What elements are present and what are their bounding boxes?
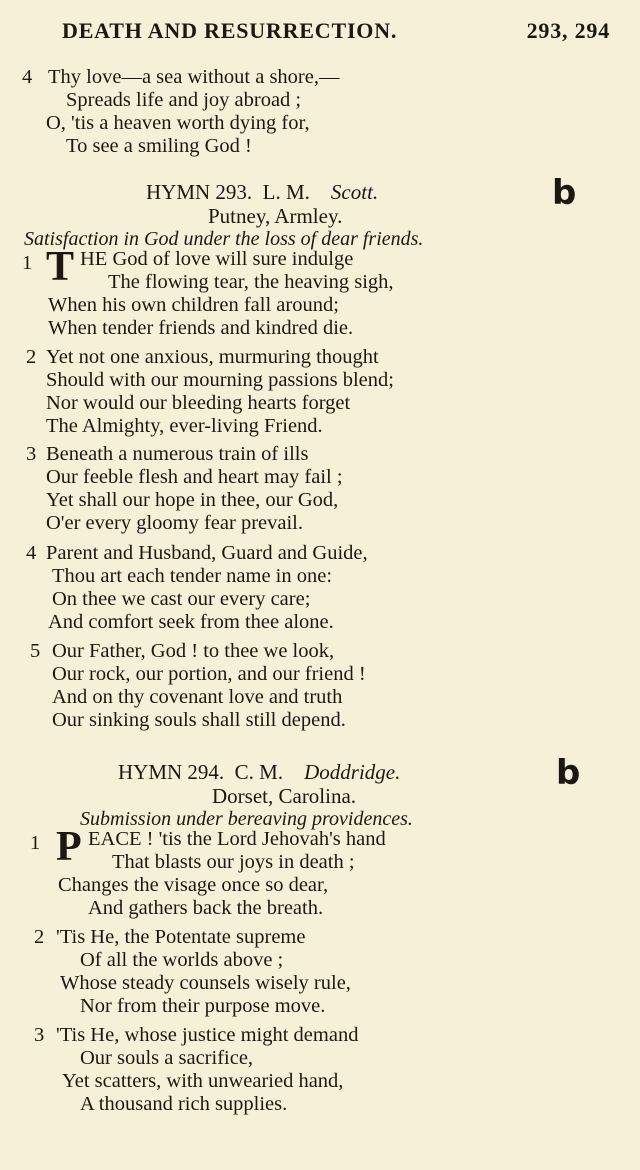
section-title: DEATH AND RESURRECTION.: [62, 18, 398, 43]
verse-line: Beneath a numerous train of ills: [46, 443, 309, 465]
verse-line: And gathers back the breath.: [88, 897, 324, 919]
verse-line: Our rock, our portion, and our friend !: [52, 663, 366, 685]
verse-line: Parent and Husband, Guard and Guide,: [46, 542, 368, 564]
verse-line: When his own children fall around;: [48, 294, 339, 316]
verse-line: When tender friends and kindred die.: [48, 317, 354, 339]
verse-line: That blasts our joys in death ;: [112, 851, 355, 873]
hymn-tunes: Putney, Armley.: [208, 204, 343, 228]
flat-mark-icon: b: [552, 173, 577, 213]
verse-line: Nor from their purpose move.: [80, 995, 326, 1017]
verse-line: EACE ! 'tis the Lord Jehovah's hand: [88, 828, 386, 850]
drop-cap: P: [56, 824, 82, 870]
verse-line: Whose steady counsels wisely rule,: [60, 972, 351, 994]
running-header: [62, 18, 610, 44]
stanza-number: 3: [26, 443, 37, 465]
verse-line: 'Tis He, whose justice might demand: [56, 1024, 359, 1046]
drop-cap: T: [46, 244, 75, 290]
verse-line: Should with our mourning passions blend;: [46, 369, 394, 391]
hymn-meter: C. M.: [234, 760, 284, 784]
flat-mark-icon: b: [556, 753, 581, 793]
verse-line: Yet not one anxious, murmuring thought: [46, 346, 379, 368]
verse-line: Nor would our bleeding hearts forget: [46, 392, 351, 414]
stanza-number: 1: [22, 252, 33, 274]
verse-line: Yet scatters, with unwearied hand,: [62, 1070, 344, 1092]
verse-line: The Almighty, ever-living Friend.: [46, 415, 323, 437]
verse-line: And on thy covenant love and truth: [52, 686, 343, 708]
hymn-meter: L. M.: [262, 180, 310, 204]
stanza-number: 5: [30, 640, 41, 662]
verse-line: Our feeble flesh and heart may fail ;: [46, 466, 343, 488]
stanza-number: 3: [34, 1024, 45, 1046]
verse-line: Of all the worlds above ;: [80, 949, 284, 971]
hymn-subject: Satisfaction in God under the loss of dear friends.: [24, 228, 424, 250]
verse-line: Thy love—a sea without a shore,—: [48, 66, 340, 88]
hymn-author: Scott.: [330, 180, 379, 204]
verse-line: Our souls a sacrifice,: [80, 1047, 254, 1069]
hymn-author: Doddridge.: [304, 760, 401, 784]
verse-line: O'er every gloomy fear prevail.: [46, 512, 303, 534]
verse-line: Yet shall our hope in thee, our God,: [46, 489, 339, 511]
verse-line: And comfort seek from thee alone.: [48, 611, 334, 633]
verse-line: Spreads life and joy abroad ;: [66, 89, 302, 111]
verse-line: On thee we cast our every care;: [52, 588, 311, 610]
stanza-number: 2: [26, 346, 37, 368]
stanza-number: 4: [22, 66, 33, 88]
verse-line: O, 'tis a heaven worth dying for,: [46, 112, 310, 134]
page-numbers: 293, 294: [526, 18, 610, 43]
stanza-number: 1: [30, 832, 41, 854]
verse-line: The flowing tear, the heaving sigh,: [108, 271, 394, 293]
verse-line: Our Father, God ! to thee we look,: [52, 640, 335, 662]
stanza-number: 2: [34, 926, 45, 948]
verse-line: HE God of love will sure indulge: [80, 248, 354, 270]
verse-line: Changes the visage once so dear,: [58, 874, 329, 896]
verse-line: To see a smiling God !: [66, 135, 252, 157]
hymn-subject: Submission under bereaving providences.: [80, 808, 413, 830]
hymn-number: HYMN 294.: [118, 760, 225, 784]
verse-line: 'Tis He, the Potentate supreme: [56, 926, 306, 948]
hymn-number: HYMN 293.: [146, 180, 253, 204]
hymn-heading: [146, 180, 378, 205]
hymn-tunes: Dorset, Carolina.: [212, 784, 357, 808]
verse-line: A thousand rich supplies.: [80, 1093, 288, 1115]
verse-line: Our sinking souls shall still depend.: [52, 709, 346, 731]
stanza-number: 4: [26, 542, 37, 564]
hymn-heading: [118, 760, 400, 785]
verse-line: Thou art each tender name in one:: [52, 565, 333, 587]
